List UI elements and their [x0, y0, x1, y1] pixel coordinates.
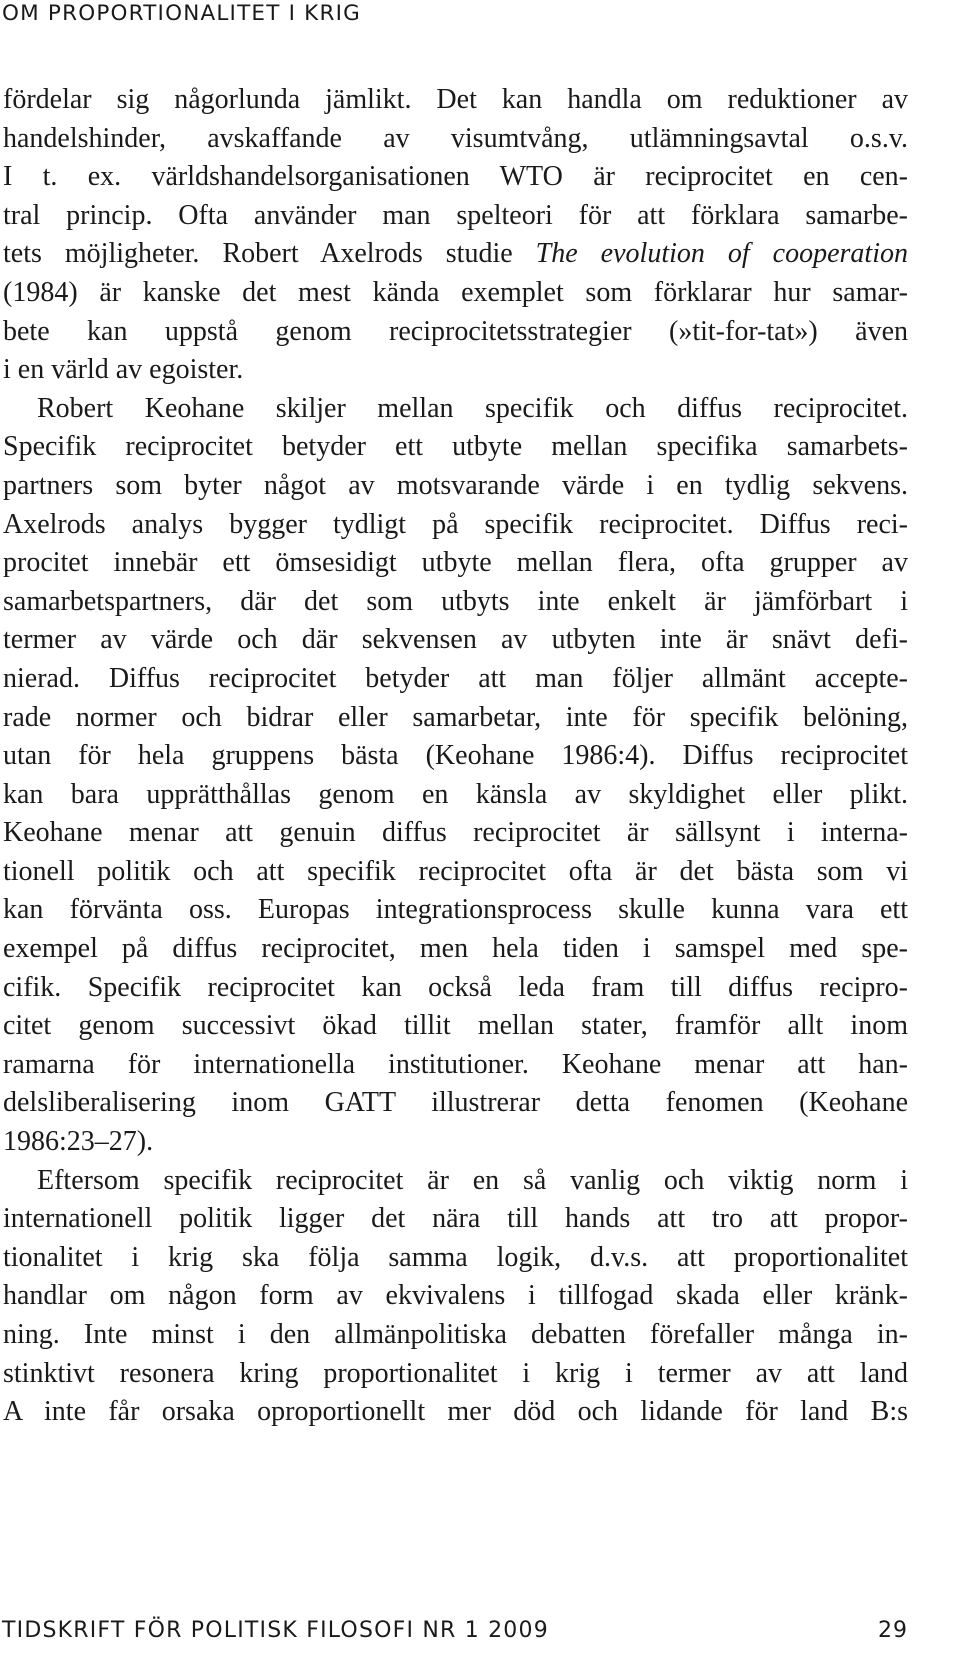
text-line: bete kan uppstå genom reciprocitetsstrategier (»tit-for-tat») även [3, 315, 908, 347]
text-line: i en värld av egoister. [3, 354, 244, 386]
text-line: citet genom successivt ökad tillit mellan stater, framför allt inom [3, 1010, 908, 1042]
text-line: cifik. Specifik reciprocitet kan också leda fram till diffus recipro- [3, 971, 908, 1003]
text-line: rade normer och bidrar eller samarbetar, inte för specifik belöning, [3, 701, 908, 733]
text-line: ramarna för internationella institutioner. Keohane menar att han- [3, 1048, 908, 1080]
text-line: kan förvänta oss. Europas integrationsprocess skulle kunna vara ett [3, 894, 908, 926]
text-line: (1984) är kanske det mest kända exemplet som förklarar hur samar- [3, 276, 908, 308]
text-line: tral princip. Ofta använder man spelteori för att förklara samarbe- [3, 199, 908, 231]
text-line: tionalitet i krig ska följa samma logik, d.v.s. att proportionalitet [3, 1241, 908, 1273]
text-line: Keohane menar att genuin diffus reciprocitet är sällsynt i interna- [3, 817, 908, 849]
text-line: delsliberalisering inom GATT illustrerar detta fenomen (Keohane [3, 1087, 908, 1119]
body-text [3, 81, 908, 1432]
text-line: Specifik reciprocitet betyder ett utbyte mellan specifika samarbets- [3, 431, 908, 463]
text-line: Eftersom specifik reciprocitet är en så vanlig och viktig norm i [37, 1164, 908, 1196]
text-line: handelshinder, avskaffande av visumtvång, utlämningsavtal o.s.v. [3, 122, 908, 154]
text-line: handlar om någon form av ekvivalens i tillfogad skada eller kränk- [3, 1280, 908, 1312]
journal-footer: TIDSKRIFT FÖR POLITISK FILOSOFI NR 1 2009 [2, 1618, 549, 1643]
text-line: partners som byter något av motsvarande värde i en tydlig sekvens. [3, 469, 908, 501]
text-line: internationell politik ligger det nära till hands att tro att propor- [3, 1203, 908, 1235]
text-line: exempel på diffus reciprocitet, men hela tiden i samspel med spe- [3, 933, 908, 965]
text-line: stinktivt resonera kring proportionalitet i krig i termer av att land [3, 1357, 908, 1389]
text-line: ning. Inte minst i den allmänpolitiska debatten förefaller många in- [3, 1319, 908, 1350]
running-head: OM PROPORTIONALITET I KRIG [2, 1, 362, 26]
text-line: I t. ex. världshandelsorganisationen WTO är reciprocitet en cen- [3, 161, 908, 193]
text-line: fördelar sig någorlunda jämlikt. Det kan handla om reduktioner av [3, 84, 908, 115]
text-line: nierad. Diffus reciprocitet betyder att man följer allmänt accepte- [3, 662, 908, 694]
text-line: Axelrods analys bygger tydligt på specifik reciprocitet. Diffus reci- [3, 508, 908, 540]
text-line: utan för hela gruppens bästa (Keohane 1986:4). Diffus reciprocitet [3, 740, 908, 772]
text-line: 1986:23–27). [3, 1126, 154, 1158]
text-line: termer av värde och där sekvensen av utbyten inte är snävt defi- [3, 624, 908, 656]
book-title: The evolution of cooperation [535, 238, 908, 270]
text-line: A inte får orsaka oproportionellt mer död och lidande för land B:s [3, 1396, 908, 1428]
text-line: procitet innebär ett ömsesidigt utbyte mellan flera, ofta grupper av [3, 547, 908, 579]
text-line: kan bara upprätthållas genom en känsla av skyldighet eller plikt. [3, 778, 908, 810]
text-line: tionell politik och att specifik reciprocitet ofta är det bästa som vi [3, 855, 908, 887]
text-line: Robert Keohane skiljer mellan specifik och diffus reciprocitet. [37, 392, 908, 424]
page-number: 29 [878, 1618, 908, 1643]
text-line: tets möjligheter. Robert Axelrods studie The evolution of cooperation [3, 238, 908, 270]
text-line: samarbetspartners, där det som utbyts inte enkelt är jämförbart i [3, 585, 908, 617]
